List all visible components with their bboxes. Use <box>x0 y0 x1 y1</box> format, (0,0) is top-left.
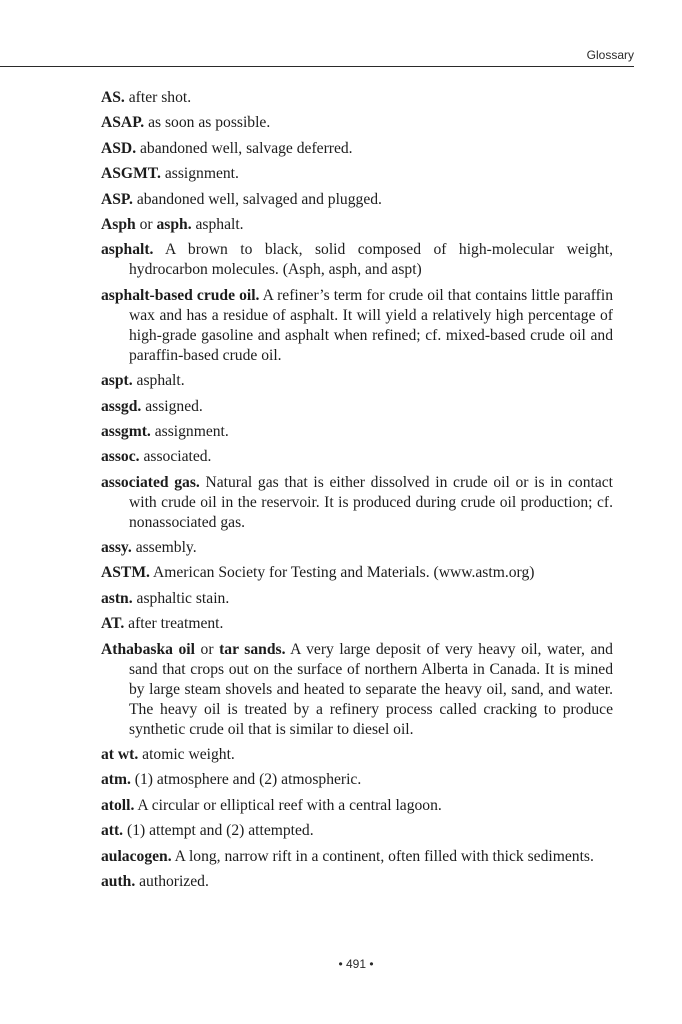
entry-definition: abandoned well, salvaged and plugged. <box>136 190 382 208</box>
entry-term: aspt. <box>101 372 133 390</box>
entry-conjunction: or <box>200 640 214 658</box>
entry-definition: asphalt. <box>195 215 244 233</box>
glossary-entry <box>101 447 613 467</box>
entry-definition: asphaltic stain. <box>136 589 230 607</box>
entry-term: assgmt. <box>101 422 151 440</box>
glossary-entry <box>101 88 613 108</box>
entry-term: astn. <box>101 589 133 607</box>
entry-definition: A very large deposit of very heavy oil, water, and sand that crops out on the surface of northern Alberta in Canada. It is mined by large steam shovels and heated to separate the heavy oil, sand, and water. The heavy oil is treated by a refinery process called cracking to produce synthetic crude oil that is similar to diesel oil. <box>129 640 613 738</box>
entry-term-alt: tar sands. <box>219 640 286 658</box>
entry-term: ASP. <box>101 190 133 208</box>
glossary-entry <box>101 821 613 841</box>
glossary-entry <box>101 770 613 790</box>
entry-definition: assembly. <box>135 539 197 557</box>
entry-term: atoll. <box>101 796 135 814</box>
entry-term: atm. <box>101 771 131 789</box>
entry-term: ASD. <box>101 139 137 157</box>
glossary-entry <box>101 473 613 533</box>
entry-term: associated gas. <box>101 473 200 491</box>
entry-definition: as soon as possible. <box>148 114 271 132</box>
entry-term: assoc. <box>101 448 140 466</box>
entry-term: Athabaska oil <box>101 640 195 658</box>
entry-term: assy. <box>101 539 132 557</box>
glossary-entry <box>101 113 613 133</box>
entry-definition: assigned. <box>145 397 203 415</box>
entry-conjunction: or <box>139 215 153 233</box>
glossary-entry <box>101 745 613 765</box>
entry-definition: (1) attempt and (2) attempted. <box>127 822 314 840</box>
entry-definition: assignment. <box>154 422 229 440</box>
entry-definition: asphalt. <box>136 372 185 390</box>
entry-term: Asph <box>101 215 136 233</box>
entry-term: ASAP. <box>101 114 145 132</box>
entry-definition: American Society for Testing and Materials. (www.astm.org) <box>153 564 535 582</box>
glossary-entry <box>101 614 613 634</box>
entry-definition: Natural gas that is either dissolved in crude oil or is in contact with crude oil in the reservoir. It is produced during crude oil production; cf. nonassociated gas. <box>129 473 614 531</box>
entry-term: att. <box>101 822 124 840</box>
glossary-entry <box>101 215 613 235</box>
glossary-entry <box>101 371 613 391</box>
entry-definition: after shot. <box>128 89 192 106</box>
glossary-entry <box>101 872 613 892</box>
entry-definition: assignment. <box>164 165 239 183</box>
entry-definition: authorized. <box>139 872 209 890</box>
glossary-entry <box>101 589 613 609</box>
entry-definition: associated. <box>143 448 212 466</box>
entry-term: assgd. <box>101 397 142 415</box>
glossary-entry <box>101 397 613 417</box>
entry-term-alt: asph. <box>156 215 192 233</box>
entry-term: AT. <box>101 615 125 633</box>
glossary-entry <box>101 847 613 867</box>
entry-definition: abandoned well, salvage deferred. <box>140 139 353 157</box>
entry-term: asphalt-based crude oil. <box>101 286 260 304</box>
glossary-entry <box>101 796 613 816</box>
glossary-entry <box>101 190 613 210</box>
entry-term: ASGMT. <box>101 165 161 183</box>
glossary-entry <box>101 538 613 558</box>
glossary-list <box>101 88 613 897</box>
glossary-entry <box>101 139 613 159</box>
glossary-entry <box>101 422 613 442</box>
running-head: Glossary <box>586 48 634 62</box>
entry-term: auth. <box>101 872 136 890</box>
glossary-entry <box>101 563 613 583</box>
entry-definition: A circular or elliptical reef with a central lagoon. <box>137 796 442 814</box>
entry-term: ASTM. <box>101 564 150 582</box>
entry-definition: A refiner’s term for crude oil that contains little paraffin wax and has a residue of asphalt. It will yield a relatively high percentage of high-grade gasoline and asphalt when refined; cf. mixed-based crude oil and paraffin-based crude oil. <box>129 286 613 364</box>
entry-definition: (1) atmosphere and (2) atmospheric. <box>134 771 362 789</box>
entry-term: aulacogen. <box>101 847 172 865</box>
page-number: • 491 • <box>338 957 374 971</box>
glossary-entry <box>101 164 613 184</box>
entry-definition: after treatment. <box>128 615 224 633</box>
entry-term: asphalt. <box>101 241 154 259</box>
glossary-entry <box>101 640 613 740</box>
glossary-entry <box>101 240 613 280</box>
entry-term: at wt. <box>101 746 139 764</box>
header-rule <box>0 66 634 67</box>
entry-definition: atomic weight. <box>142 746 235 764</box>
entry-definition: A long, narrow rift in a continent, often filled with thick sediments. <box>174 847 594 865</box>
glossary-entry <box>101 286 613 366</box>
entry-term: AS. <box>101 89 125 106</box>
entry-definition: A brown to black, solid composed of high-molecular weight, hydrocarbon molecules. (Asph, asph, and aspt) <box>129 241 613 279</box>
